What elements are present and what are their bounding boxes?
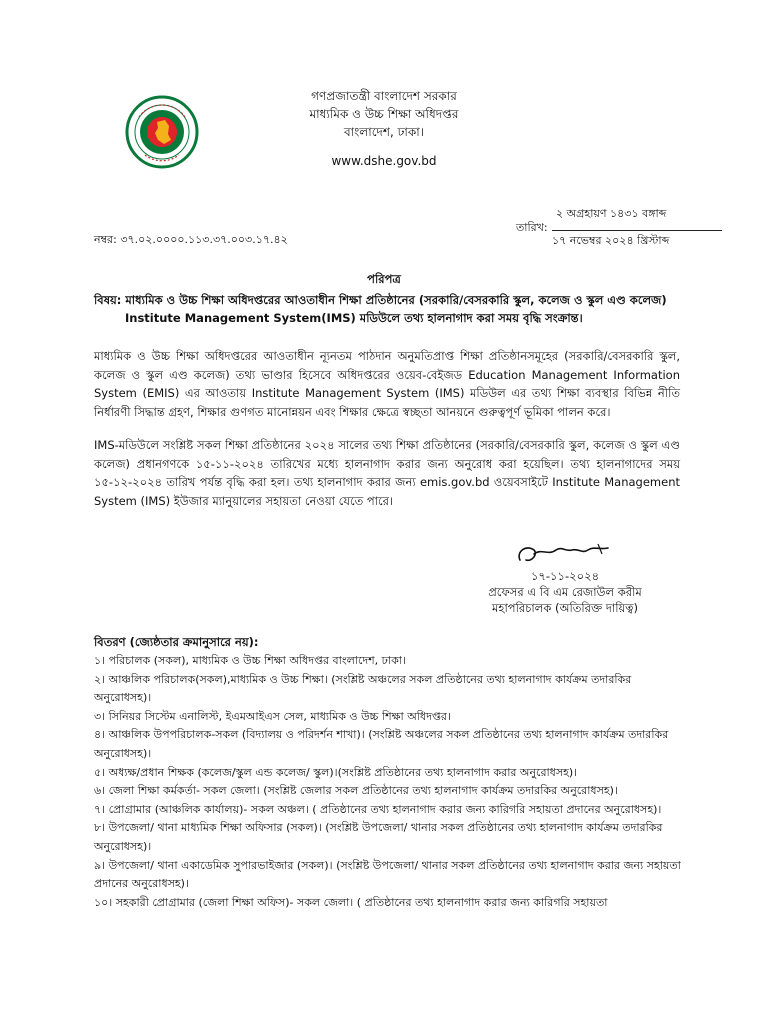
list-item: ৭। প্রোগ্রামার (আঞ্চলিক কার্যালয়)- সকল অঞ্চল। ( প্রতিষ্ঠানের তথ্য হালনাগাদ করার জন্য কারিগরি সহায়তা প্রদানের অনুরোধসহ)। <box>94 802 662 816</box>
list-item: ৫। অধ্যক্ষ/প্রধান শিক্ষক (কলেজ/স্কুল এন্ড কলেজ/ স্কুল)।(সংশ্লিষ্ট প্রতিষ্ঠানের তথ্য হালনাগাদ করার অনুরোধসহ)। <box>94 765 578 779</box>
date-english: ১৭ নভেম্বর ২০২৪ খ্রিস্টাব্দ <box>552 230 722 248</box>
subject-block <box>94 291 684 327</box>
list-item: ৯। উপজেলা/ থানা একাডেমিক সুপারভাইজার (সকল)। (সংশ্লিষ্ট উপজেলা/ থানার সকল প্রতিষ্ঠানের তথ্য হালনাগাদ করার জন্য সহায়তা প্রদানের অনুরোধসহ)। <box>94 858 681 891</box>
paragraph-1: মাধ্যমিক ও উচ্চ শিক্ষা অধিদপ্তরের আওতাধীন ন্যূনতম পাঠদান অনুমতিপ্রাপ্ত শিক্ষা প্রতিষ্ঠানসমূহের (সরকারি/বেসরকারি স্কুল, কলেজ ও স্কুল এণ্ড কলেজ) তথ্য ভাণ্ডার হিসেবে অধিদপ্তরের ওয়েব-বেইজড Education Management Information System (EMIS) এর আওতায় Institute Management System (IMS) মডিউল এর তথ্য শিক্ষা ব্যবস্থার বিভিন্ন নীতি নির্ধারণী সিদ্ধান্ত গ্রহণ, শিক্ষার গুণগত মানোন্নয়ন এবং শিক্ষার ক্ষেত্রে স্বচ্ছতা আনয়নে গুরুত্বপূর্ণ ভূমিকা পালন করে। <box>94 349 680 420</box>
paragraph-2: IMS-মডিউলে সংশ্লিষ্ট সকল শিক্ষা প্রতিষ্ঠানের ২০২৪ সালের তথ্য শিক্ষা প্রতিষ্ঠানের (সরকারি/বেসরকারি স্কুল, কলেজ ও স্কুল এণ্ড কলেজ) প্রধানগণকে ১৫-১১-২০২৪ তারিখের মধ্যে হালনাগাদ করার জন্য অনুরোধ করা হয়েছিল। তথ্য হালনাগাদের সময় ১৫-১২-২০২৪ তারিখ পর্যন্ত বৃদ্ধি করা হল। তথ্য হালনাগাদ করার জন্য emis.gov.bd ওয়েবসাইটে Institute Management System (IMS) ইউজার ম্যানুয়ালের সহায়তা নেওয়া যেতে পারে। <box>94 438 680 509</box>
subject-line-2: Institute Management System(IMS) মডিউলে তথ্য হালনাগাদ করা সময় বৃদ্ধি সংক্রান্ত। <box>125 311 583 325</box>
memo-number <box>94 231 288 250</box>
header-directorate: মাধ্যমিক ও উচ্চ শিক্ষা অধিদপ্তর <box>309 107 459 121</box>
list-item: ১০। সহকারী প্রোগ্রামার (জেলা শিক্ষা অফিস)- সকল জেলা। ( প্রতিষ্ঠানের তথ্য হালনাগাদ করার জন্য কারিগরি সহায়তা <box>94 895 608 909</box>
government-seal-logo <box>125 95 199 169</box>
signatory-name: প্রফেসর এ বি এম রেজাউল করীম <box>488 585 642 599</box>
list-item: ৩। সিনিয়র সিস্টেম এনালিস্ট, ইএমআইএস সেল, মাধ্যমিক ও উচ্চ শিক্ষা অধিদপ্তর। <box>94 709 451 723</box>
list-item: ৮। উপজেলা/ থানা মাধ্যমিক শিক্ষা অফিসার (সকল)। (সংশ্লিষ্ট উপজেলা/ থানার সকল প্রতিষ্ঠানের তথ্য হালনাগাদ কার্যক্রম তদারকির অনুরোধসহ)। <box>94 821 663 853</box>
signature-image <box>512 538 622 568</box>
header-government: গণপ্রজাতন্ত্রী বাংলাদেশ সরকার <box>311 89 457 103</box>
header-location: বাংলাদেশ, ঢাকা। <box>343 125 425 139</box>
date-label: তারিখ: <box>516 221 548 234</box>
list-item: ১। পরিচালক (সকল), মাধ্যমিক ও উচ্চ শিক্ষা অধিদপ্তর বাংলাদেশ, ঢাকা। <box>94 654 406 667</box>
subject-text-1: মাধ্যমিক ও উচ্চ শিক্ষা অধিদপ্তরের আওতাধীন শিক্ষা প্রতিষ্ঠানের (সরকারি/বেসরকারি স্কুল, কলেজ ও স্কুল এণ্ড কলেজ) <box>125 293 667 307</box>
list-item: ২। আঞ্চলিক পরিচালক(সকল),মাধ্যমিক ও উচ্চ শিক্ষা। (সংশ্লিষ্ট অঞ্চলের সকল প্রতিষ্ঠানের তথ্য হালনাগাদ কার্যক্রম তদারকির অনুরোধসহ)। <box>94 672 632 705</box>
list-item: ৪। আঞ্চলিক উপপরিচালক-সকল (বিদ্যালয় ও পরিদর্শন শাখা)। (সংশ্লিষ্ট অঞ্চলের সকল প্রতিষ্ঠানের তথ্য হালনাগাদ কার্যক্রম তদারকির অনুরোধসহ)। <box>94 728 669 760</box>
list-item: ৬। জেলা শিক্ষা কর্মকর্তা- সকল জেলা। (সংশ্লিষ্ট জেলার সকল প্রতিষ্ঠানের তথ্য হালনাগাদ কার্যক্রম তদারকির অনুরোধসহ)। <box>94 784 618 798</box>
signatory-designation: মহাপরিচালক (অতিরিক্ত দায়িত্ব) <box>492 601 638 615</box>
memo-number-value: ৩৭.০২.০০০০.১১৩.৩৭.০০৩.১৭.৪২ <box>120 233 288 246</box>
distribution-heading: বিতরণ (জ্যেষ্ঠতার ক্রমানুসারে নয়): <box>94 635 259 649</box>
memo-number-label: নম্বর: <box>94 233 117 246</box>
document-title: পরিপত্র <box>367 272 401 286</box>
subject-label: বিষয়: <box>94 293 122 307</box>
date-bangla: ২ অগ্রহায়ণ ১৪৩১ বঙ্গাব্দ <box>556 207 667 220</box>
subject-line-1 <box>94 291 684 309</box>
header-website: www.dshe.gov.bd <box>331 154 437 168</box>
distribution-list <box>94 652 684 912</box>
signature-date: ১৭-১১-২০২৪ <box>530 569 600 583</box>
